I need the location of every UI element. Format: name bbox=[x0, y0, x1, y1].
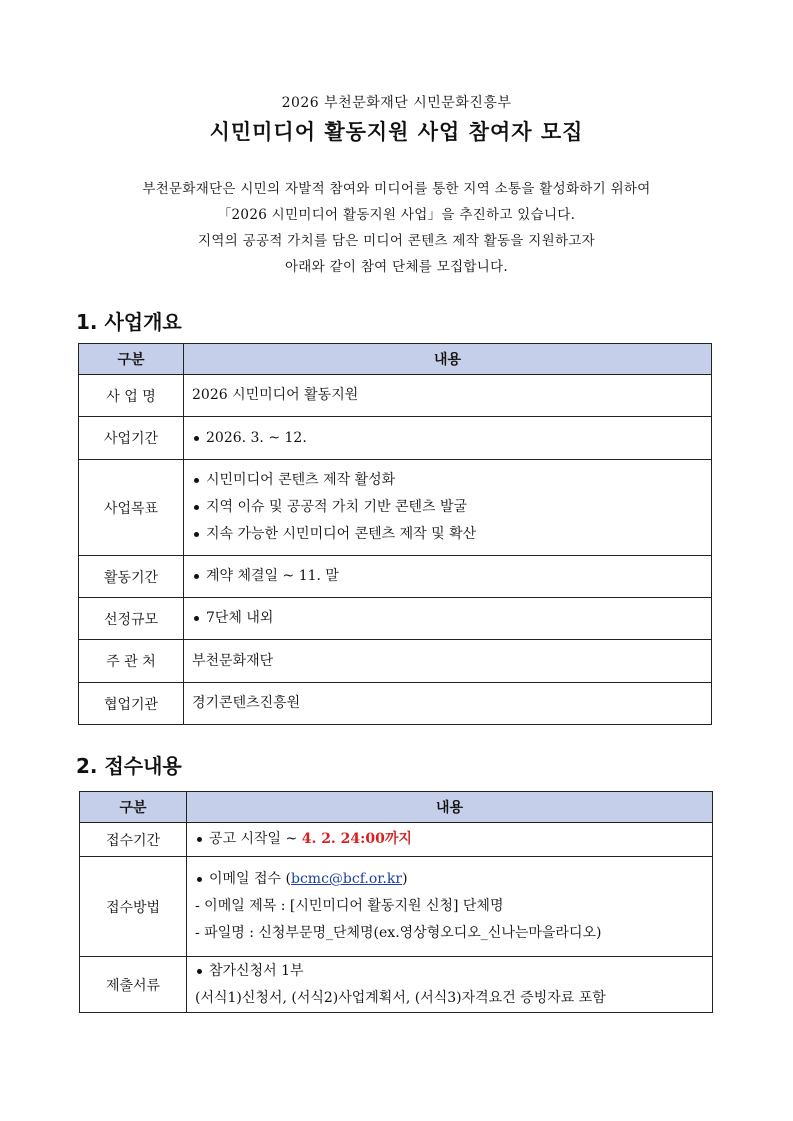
row-label: 사 업 명 bbox=[79, 375, 184, 417]
row-label: 사업기간 bbox=[79, 417, 184, 460]
row-content bbox=[184, 640, 712, 683]
row-content bbox=[184, 417, 712, 460]
row-text: 2026 시민미디어 활동지원 bbox=[192, 387, 359, 403]
period-prefix: 공고 시작일 ~ bbox=[209, 831, 302, 847]
table-header-row bbox=[80, 792, 713, 823]
email-subject-rule: - 이메일 제목 : [시민미디어 활동지원 신청] 단체명 bbox=[195, 898, 504, 914]
row-content bbox=[184, 460, 712, 556]
row-content bbox=[187, 857, 713, 957]
method-suffix: ) bbox=[402, 871, 408, 887]
bullet-item: 시민미디어 콘텐츠 제작 활성화 bbox=[192, 467, 703, 494]
application-table bbox=[79, 791, 713, 1013]
table-row bbox=[79, 460, 712, 556]
column-header-category: 구분 bbox=[80, 792, 187, 823]
row-label: 주 관 처 bbox=[79, 640, 184, 683]
column-header-category: 구분 bbox=[79, 344, 184, 375]
table-row bbox=[79, 556, 712, 598]
table-row bbox=[80, 957, 713, 1013]
table-row bbox=[79, 375, 712, 417]
bullet-item: 지속 가능한 시민미디어 콘텐츠 제작 및 확산 bbox=[192, 521, 703, 548]
table-row bbox=[79, 417, 712, 460]
intro-line: 「2026 시민미디어 활동지원 사업」을 추진하고 있습니다. bbox=[217, 207, 576, 223]
method-prefix: 이메일 접수 ( bbox=[209, 871, 291, 887]
row-text: 부천문화재단 bbox=[192, 652, 274, 669]
column-header-content: 내용 bbox=[187, 792, 713, 823]
column-header-content: 내용 bbox=[184, 344, 712, 375]
row-content bbox=[187, 823, 713, 857]
email-link[interactable]: bcmc@bcf.or.kr bbox=[290, 871, 403, 887]
row-label: 접수기간 bbox=[80, 823, 187, 857]
row-label: 사업목표 bbox=[79, 460, 184, 556]
section-title-application: 2. 접수내용 bbox=[76, 754, 182, 778]
row-label: 제출서류 bbox=[80, 957, 187, 1013]
file-name-rule: - 파일명 : 신청부문명_단체명(ex.영상형오디오_신나는마을라디오) bbox=[195, 925, 602, 941]
bullet-item: 2026. 3. ~ 12. bbox=[192, 425, 703, 452]
row-content bbox=[187, 957, 713, 1013]
row-content bbox=[184, 556, 712, 598]
row-content bbox=[184, 683, 712, 725]
intro-line: 아래와 같이 참여 단체를 모집합니다. bbox=[284, 259, 509, 275]
bullet-item: 지역 이슈 및 공공적 가치 기반 콘텐츠 발굴 bbox=[192, 494, 703, 521]
overview-table bbox=[78, 343, 712, 725]
intro-paragraph bbox=[0, 176, 793, 280]
bullet-item: 7단체 내외 bbox=[192, 605, 703, 632]
row-label: 협업기관 bbox=[79, 683, 184, 725]
bullet-item: 계약 체결일 ~ 11. 말 bbox=[192, 563, 703, 590]
table-row bbox=[79, 640, 712, 683]
intro-line: 지역의 공공적 가치를 담은 미디어 콘텐츠 제작 활동을 지원하고자 bbox=[198, 233, 595, 249]
table-row bbox=[80, 857, 713, 957]
row-label: 활동기간 bbox=[79, 556, 184, 598]
row-label: 선정규모 bbox=[79, 598, 184, 640]
intro-line: 부천문화재단은 시민의 자발적 참여와 미디어를 통한 지역 소통을 활성화하기 위하여 bbox=[142, 181, 651, 197]
document-title: 시민미디어 활동지원 사업 참여자 모집 bbox=[209, 119, 584, 144]
table-header-row bbox=[79, 344, 712, 375]
section-title-overview: 1. 사업개요 bbox=[76, 310, 182, 334]
deadline-text: 4. 2. 24:00까지 bbox=[301, 831, 412, 847]
bullet-item bbox=[195, 866, 704, 893]
row-content bbox=[184, 375, 712, 417]
bullet-item: 참가신청서 1부 bbox=[195, 958, 704, 985]
row-text: 경기콘텐츠진흥원 bbox=[192, 695, 301, 711]
table-row bbox=[80, 823, 713, 857]
bullet-item bbox=[195, 826, 704, 853]
documents-detail: (서식1)신청서, (서식2)사업계획서, (서식3)자격요건 증빙자료 포함 bbox=[195, 989, 606, 1006]
row-content bbox=[184, 598, 712, 640]
document-subtitle: 2026 부천문화재단 시민문화진흥부 bbox=[281, 95, 512, 111]
table-row bbox=[79, 598, 712, 640]
table-row bbox=[79, 683, 712, 725]
row-label: 접수방법 bbox=[80, 857, 187, 957]
